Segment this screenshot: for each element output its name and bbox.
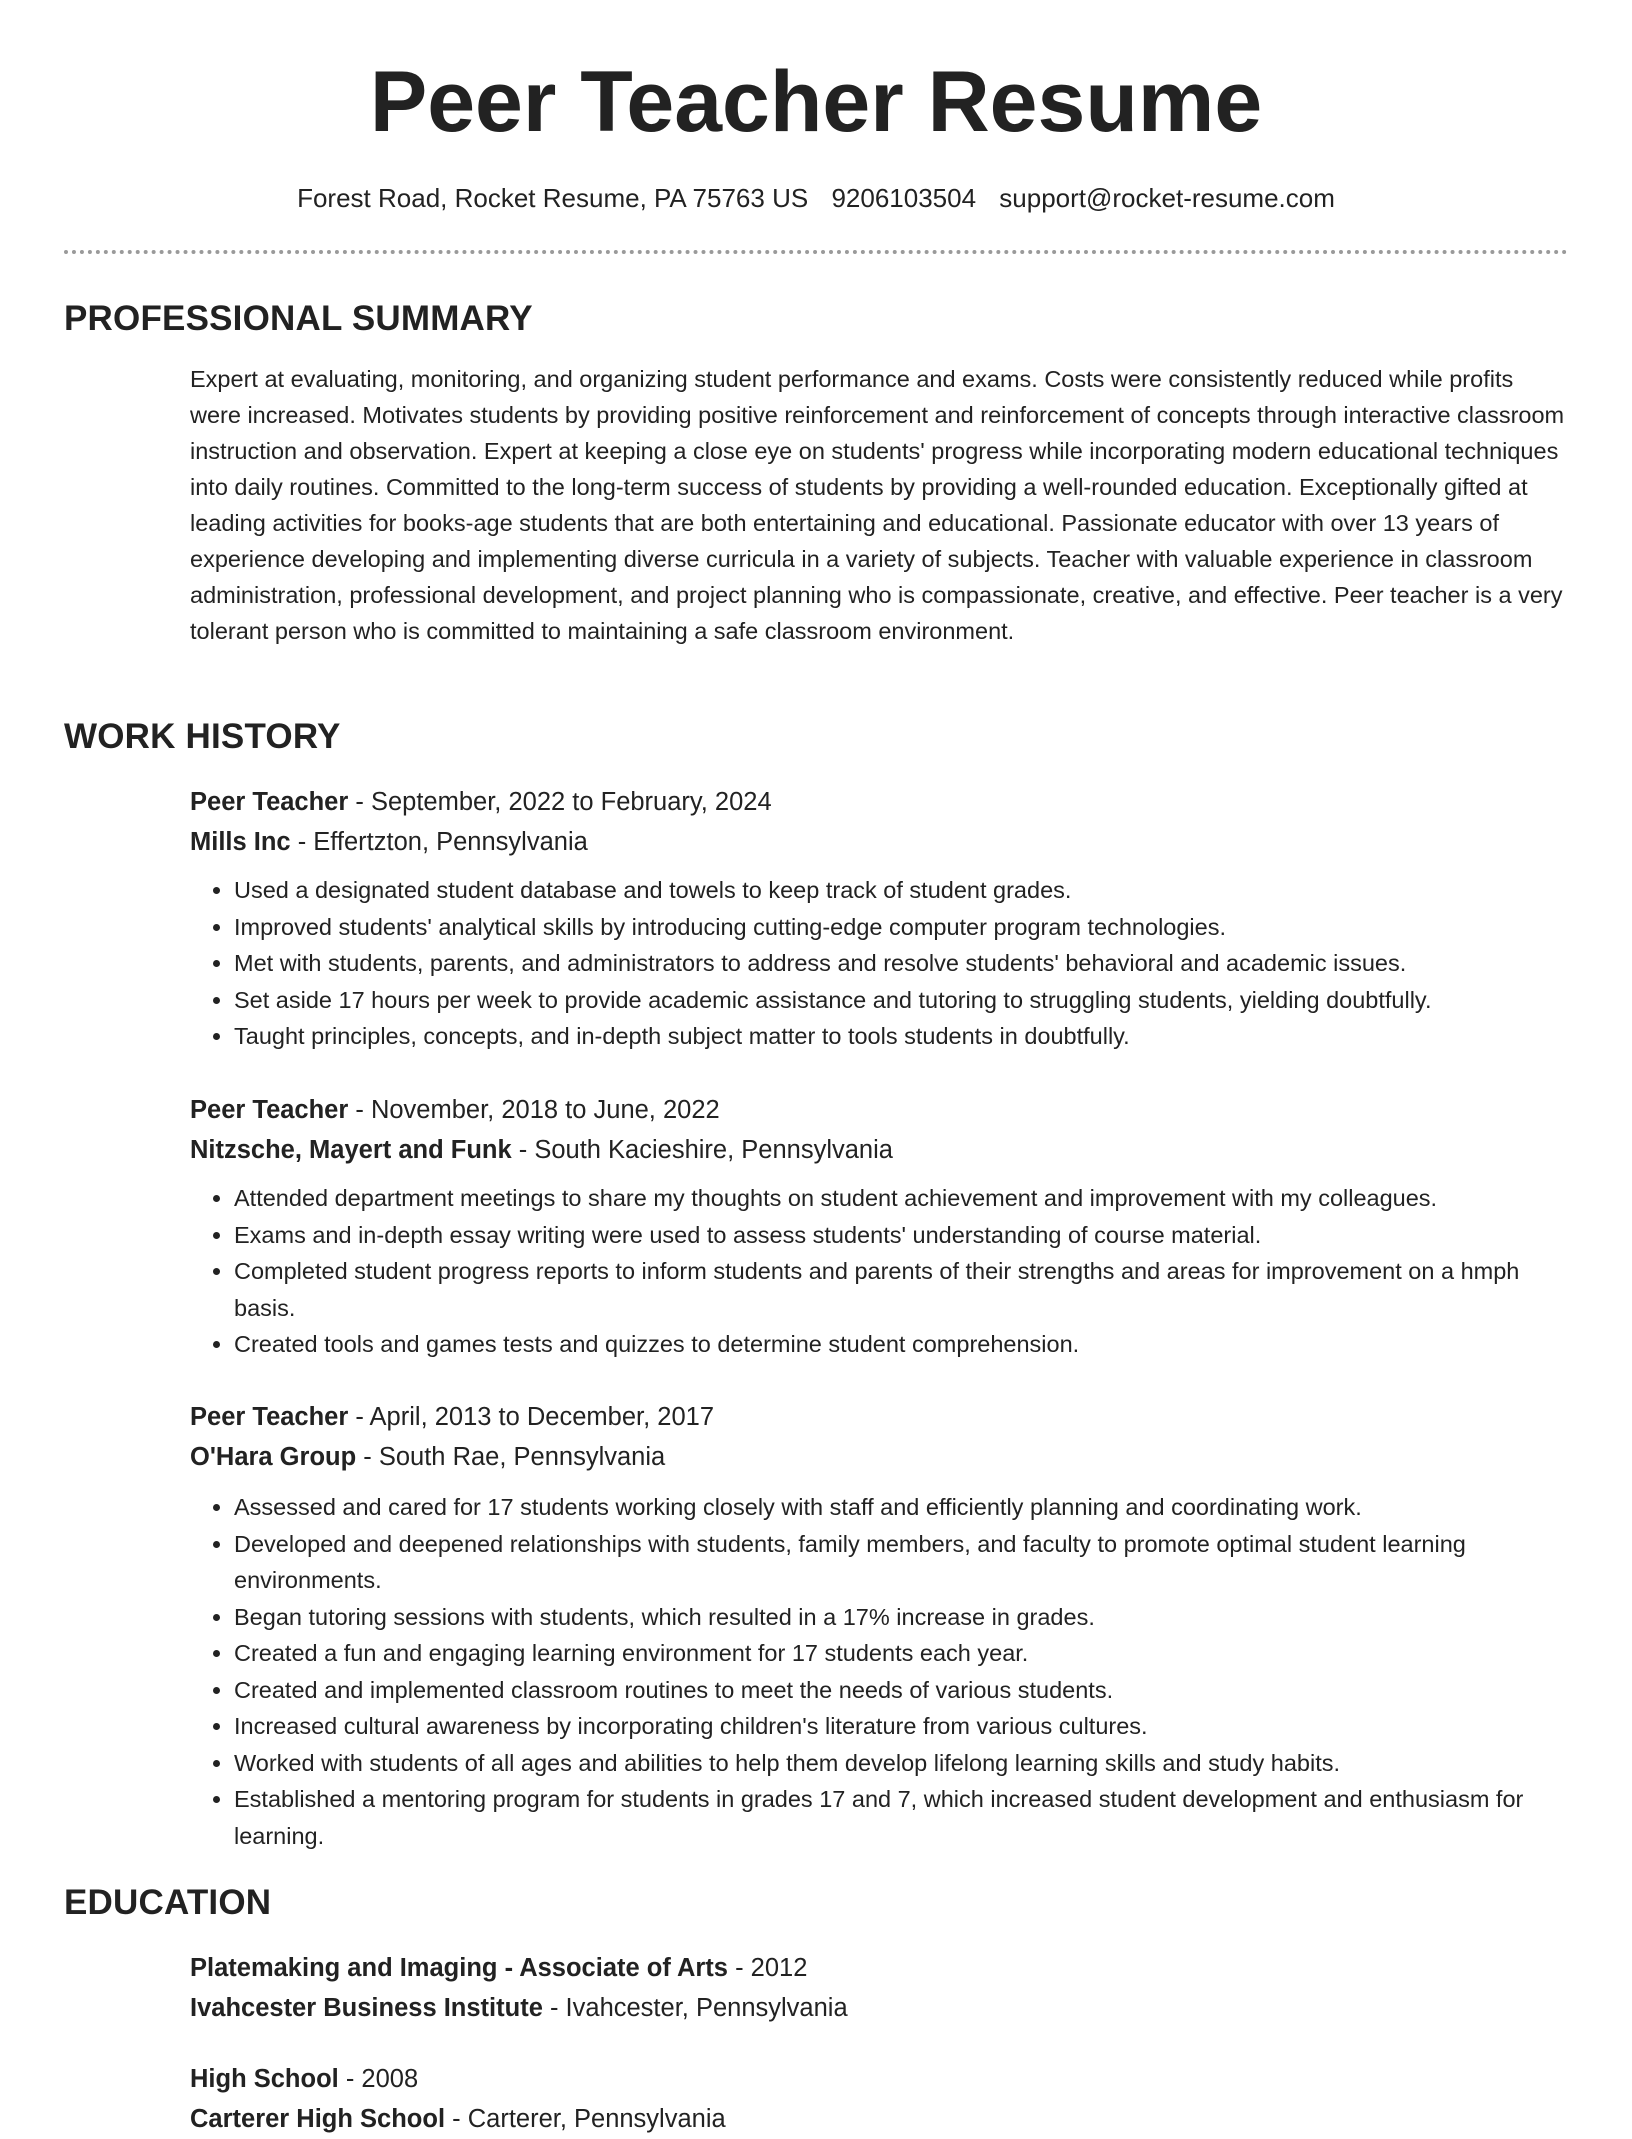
job-company: O'Hara Group — [190, 1443, 357, 1471]
job-role: Peer Teacher — [190, 1403, 349, 1431]
duty-item: • Established a mentoring program for students in grades 17 and 7, which increased student development and enthusiasm for learning. — [234, 1781, 1570, 1854]
job-role: Peer Teacher — [190, 788, 349, 816]
job-company: Nitzsche, Mayert and Funk — [190, 1136, 512, 1164]
job-role: Peer Teacher — [190, 1096, 349, 1124]
job-duties — [190, 1180, 1570, 1363]
education-school: Ivahcester Business Institute — [190, 1994, 543, 2022]
education-degree-line — [190, 2059, 1570, 2099]
summary-heading: PROFESSIONAL SUMMARY — [64, 299, 533, 338]
duty-item: • Exams and in-depth essay writing were used to assess students' understanding of course material. — [234, 1217, 1570, 1254]
job-company-line — [190, 1437, 1570, 1477]
job-location: - South Kacieshire, Pennsylvania — [511, 1136, 893, 1164]
job-entry — [190, 1090, 1570, 1363]
contact-phone: 9206103504 — [831, 183, 977, 213]
job-title-line — [190, 782, 1570, 822]
education-heading: EDUCATION — [64, 1883, 272, 1922]
duty-item: • Met with students, parents, and administrators to address and resolve students' behavioral and academic issues. — [234, 945, 1570, 982]
summary-text: Expert at evaluating, monitoring, and organizing student performance and exams. Costs were consistently reduced while profits were increased. Motivates students by providing positive reinforcement and reinforcement of concepts through interactive classroom instruction and observation. Expert at keeping a close eye on students' progress while incorporating modern educational techniques into daily routines. Committed to the long-term success of students by providing a well-rounded education. Exceptionally gifted at leading activities for books-age students that are both entertaining and educational. Passionate educator with over 13 years of experience developing and implementing diverse curricula in a variety of subjects. Teacher with valuable experience in classroom administration, professional development, and project planning who is compassionate, creative, and effective. Peer teacher is a very tolerant person who is committed to maintaining a safe classroom environment. — [190, 366, 1565, 644]
duty-item: • Created a fun and engaging learning environment for 17 students each year. — [234, 1635, 1570, 1672]
education-entry — [190, 2059, 1570, 2139]
education-year: - 2008 — [338, 2065, 419, 2093]
duty-item: • Taught principles, concepts, and in-depth subject matter to tools students in doubtfully. — [234, 1018, 1570, 1055]
duty-item: • Created tools and games tests and quizzes to determine student comprehension. — [234, 1326, 1570, 1363]
education-school-line — [190, 2099, 1570, 2139]
job-duties — [190, 872, 1570, 1055]
education-location: - Carterer, Pennsylvania — [445, 2105, 726, 2133]
education-degree-line — [190, 1948, 1570, 1988]
job-title-line — [190, 1090, 1570, 1130]
education-school-line — [190, 1988, 1570, 2028]
duty-item: • Increased cultural awareness by incorporating children's literature from various cultures. — [234, 1708, 1570, 1745]
duty-item: • Assessed and cared for 17 students working closely with staff and efficiently planning and coordinating work. — [234, 1489, 1570, 1526]
job-entry — [190, 782, 1570, 1055]
job-dates: - September, 2022 to February, 2024 — [348, 788, 772, 816]
job-company-line — [190, 822, 1570, 862]
duty-item: • Began tutoring sessions with students, which resulted in a 17% increase in grades. — [234, 1599, 1570, 1636]
job-title-line — [190, 1397, 1570, 1437]
education-degree: Platemaking and Imaging - Associate of Arts — [190, 1954, 728, 1982]
job-company-line — [190, 1130, 1570, 1170]
education-entry — [190, 1948, 1570, 2028]
duty-item: • Developed and deepened relationships with students, family members, and faculty to promote optimal student learning environments. — [234, 1526, 1570, 1599]
education-school: Carterer High School — [190, 2105, 446, 2133]
duty-item: • Created and implemented classroom routines to meet the needs of various students. — [234, 1672, 1570, 1709]
header-divider — [64, 250, 1568, 254]
job-location: - Effertzton, Pennsylvania — [290, 828, 588, 856]
contact-email: support@rocket-resume.com — [999, 183, 1335, 213]
job-dates: - April, 2013 to December, 2017 — [348, 1403, 715, 1431]
job-duties — [190, 1489, 1570, 1854]
contact-address: Forest Road, Rocket Resume, PA 75763 US — [297, 183, 809, 213]
duty-item: • Used a designated student database and towels to keep track of student grades. — [234, 872, 1570, 909]
duty-item: • Worked with students of all ages and abilities to help them develop lifelong learning skills and study habits. — [234, 1745, 1570, 1782]
duty-item: • Attended department meetings to share my thoughts on student achievement and improvement with my colleagues. — [234, 1180, 1570, 1217]
duty-item: • Completed student progress reports to inform students and parents of their strengths and areas for improvement on a hmph basis. — [234, 1253, 1570, 1326]
job-entry — [190, 1397, 1570, 1854]
job-company: Mills Inc — [190, 828, 291, 856]
job-dates: - November, 2018 to June, 2022 — [348, 1096, 720, 1124]
duty-item: • Set aside 17 hours per week to provide academic assistance and tutoring to struggling students, yielding doubtfully. — [234, 982, 1570, 1019]
contact-line — [0, 180, 1632, 216]
job-location: - South Rae, Pennsylvania — [356, 1443, 666, 1471]
education-degree: High School — [190, 2065, 339, 2093]
resume-title: Peer Teacher Resume — [369, 54, 1263, 150]
work-heading: WORK HISTORY — [64, 717, 341, 756]
education-year: - 2012 — [727, 1954, 808, 1982]
summary-section — [190, 361, 1570, 649]
duty-item: • Improved students' analytical skills by introducing cutting-edge computer program technologies. — [234, 909, 1570, 946]
education-location: - Ivahcester, Pennsylvania — [542, 1994, 848, 2022]
